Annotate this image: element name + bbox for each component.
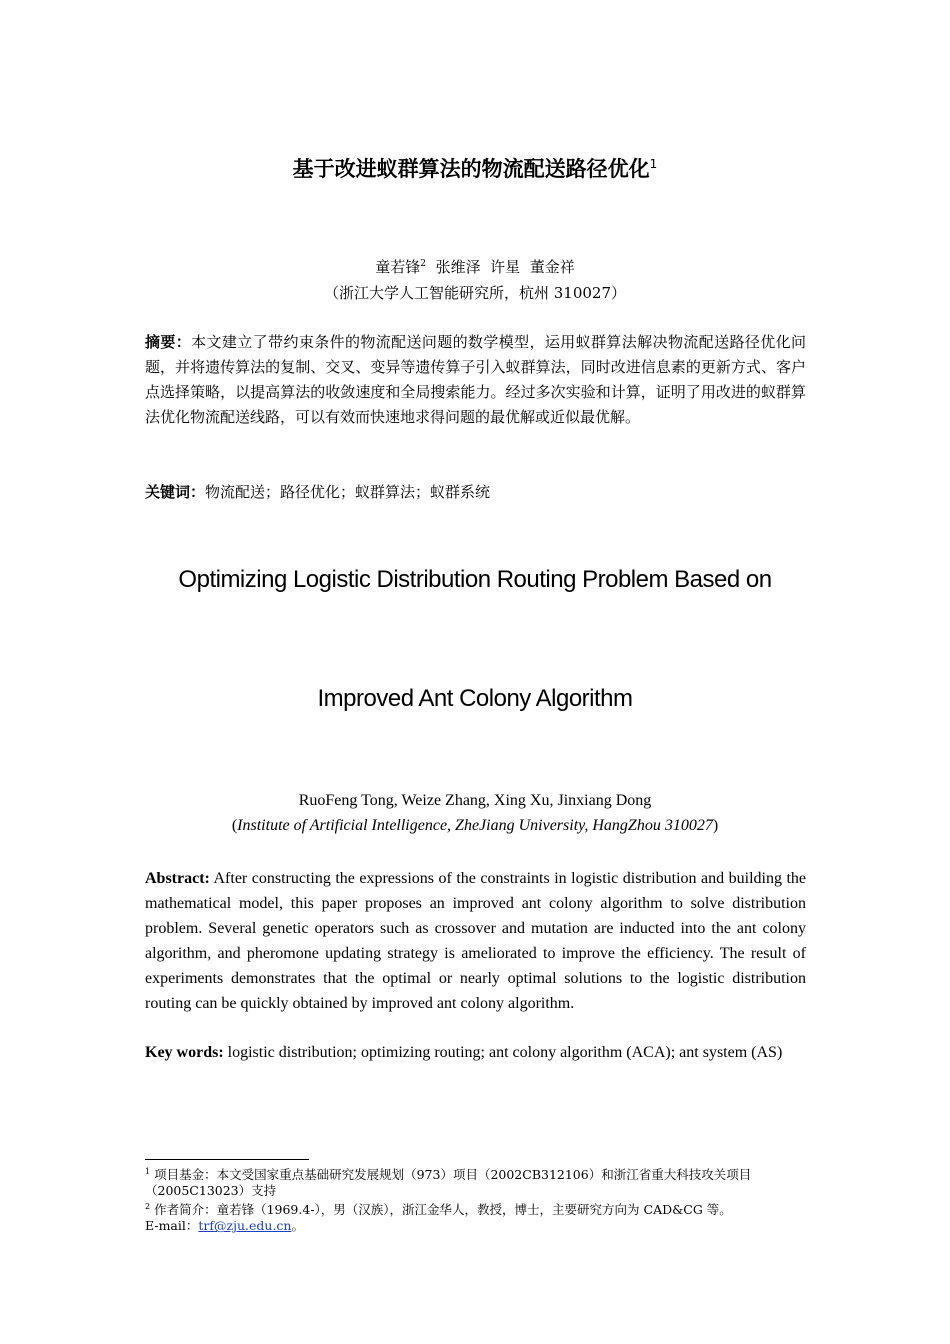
cn-author: 童若锋	[375, 258, 421, 276]
footnote-divider	[145, 1159, 309, 1160]
cn-author: 许星	[490, 258, 521, 276]
en-affiliation	[0, 817, 950, 835]
cn-title	[0, 153, 950, 183]
en-abstract-text: After constructing the expressions of the constraints in logistic distribution and building the mathematical model, this paper proposes an improved ant colony algorithm to solve distribution problem. Several genetic operators such as crossover and mutation are inducted into the ant colony algorithm, and pheromone updating strategy is ameliorated to improve the efficiency. The result of experiments demonstrates that the optimal or nearly optimal solutions to the logistic distribution routing can be quickly obtained by improved ant colony algorithm.	[145, 870, 806, 1012]
footnote-1-text: 项目基金：本文受国家重点基础研究发展规划（973）项目（2002CB312106）和浙江省重大科技攻关项目（2005C13023）支持	[145, 1167, 752, 1199]
cn-keywords-label: 关键词：	[145, 483, 206, 501]
email-label: E-mail：	[145, 1218, 199, 1234]
en-title-line-2: Improved Ant Colony Algorithm	[317, 685, 633, 712]
en-abstract-label: Abstract:	[145, 870, 210, 887]
en-affiliation-close: )	[712, 817, 719, 834]
en-keywords-text: logistic distribution; optimizing routing; ant colony algorithm (ACA); ant system (AS)	[227, 1044, 783, 1061]
email-link[interactable]: trf@zju.edu.cn	[198, 1218, 292, 1234]
email-end: 。	[291, 1218, 304, 1234]
cn-author: 张维泽	[435, 258, 481, 276]
cn-author-footnote-mark: 2	[420, 259, 427, 269]
cn-title-footnote-mark: 1	[649, 157, 658, 171]
cn-author-list	[0, 256, 950, 277]
footnote-2	[145, 1199, 806, 1218]
en-title-line-1: Optimizing Logistic Distribution Routing Problem Based on	[178, 566, 772, 593]
cn-keywords-text: 物流配送；路径优化；蚁群算法；蚁群系统	[205, 483, 491, 501]
cn-author: 董金祥	[529, 258, 575, 276]
cn-title-text: 基于改进蚁群算法的物流配送路径优化	[292, 157, 650, 181]
footnote-1	[145, 1164, 806, 1199]
en-affiliation-text: Institute of Artificial Intelligence, ZheJiang University, HangZhou 310027	[237, 817, 713, 834]
en-affiliation-open: (	[231, 817, 238, 834]
footnote-2-text: 作者简介：童若锋（1969.4-），男（汉族），浙江金华人，教授，博士，主要研究方向为 CAD&CG 等。	[154, 1202, 732, 1218]
footnote-email-line	[145, 1218, 806, 1234]
footnote-1-mark: 1	[145, 1167, 151, 1176]
cn-abstract-label: 摘要：	[145, 333, 192, 351]
en-author-list: RuoFeng Tong, Weize Zhang, Xing Xu, Jinxiang Dong	[298, 792, 652, 809]
footnotes	[145, 1164, 806, 1234]
cn-keywords	[145, 480, 806, 505]
en-keywords	[145, 1040, 806, 1065]
en-keywords-label: Key words:	[145, 1044, 224, 1061]
cn-abstract-text: 本文建立了带约束条件的物流配送问题的数学模型，运用蚁群算法解决物流配送路径优化问题，并将遗传算法的复制、交叉、变异等遗传算子引入蚁群算法，同时改进信息素的更新方式、客户点选择策略，以提高算法的收敛速度和全局搜索能力。经过多次实验和计算，证明了用改进的蚁群算法优化物流配送线路，可以有效而快速地求得问题的最优解或近似最优解。	[145, 333, 806, 426]
cn-affiliation: （浙江大学人工智能研究所，杭州 310027）	[323, 284, 627, 302]
cn-abstract	[145, 330, 806, 430]
en-abstract	[145, 866, 806, 1016]
footnote-2-mark: 2	[145, 1202, 151, 1212]
